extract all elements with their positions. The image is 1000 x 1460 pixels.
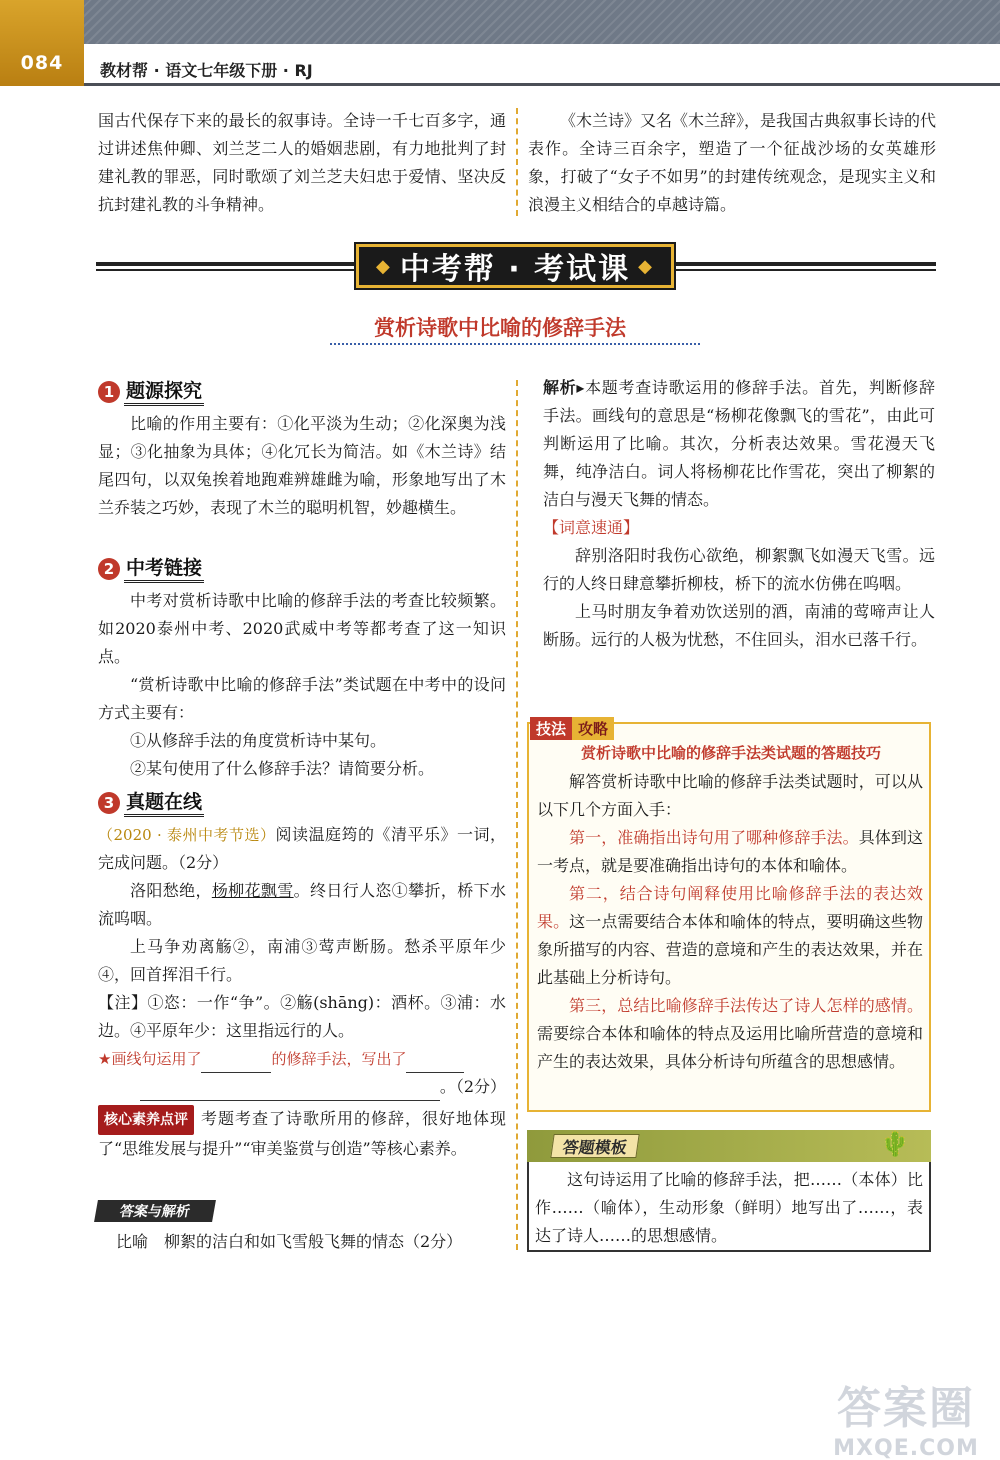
- header-band: [0, 0, 1000, 44]
- section-2-number: 2: [98, 558, 120, 580]
- book-title: 教材帮 · 语文七年级下册 · RJ: [100, 61, 313, 80]
- column-divider-top: [516, 108, 518, 216]
- banner-title-box: [356, 244, 674, 288]
- section-1-title: 题源探究: [124, 379, 204, 406]
- answer-text: 比喻 柳絮的洁白和如飞雪般飞舞的情态（2分）: [116, 1232, 463, 1251]
- section-banner: [96, 244, 936, 290]
- exam-question-intro: [98, 821, 506, 877]
- core-literacy-text: 考题考查了诗歌所用的修辞，很好地体现了“思维发展与提升”“审美鉴赏与创造”等核心素养。: [98, 1109, 506, 1158]
- word-meaning-paragraph-1: 辞别洛阳时我伤心欲绝，柳絮飘飞如漫天飞雪。远行的人终日肆意攀折柳枝，桥下的流水仿佛在呜咽。: [543, 546, 935, 593]
- core-literacy-comment: [98, 1105, 506, 1163]
- section-2-item-2: ②某句使用了什么修辞手法？请简要分析。: [130, 759, 435, 778]
- section-3-title: 真题在线: [124, 790, 204, 817]
- answer-analysis-tag: [94, 1200, 216, 1222]
- section-1-number: 1: [98, 381, 120, 403]
- exam-source: （2020 · 泰州中考节选）: [98, 826, 276, 844]
- section-3-number: 3: [98, 792, 120, 814]
- exam-intro-text: 阅读温庭筠的《清平乐》一词，完成问题。（2分）: [98, 825, 506, 872]
- header-rule: [84, 83, 1000, 86]
- technique-tab: [530, 716, 614, 740]
- top-left-paragraph: 国古代保存下来的最长的叙事诗。全诗一千七百多字，通过讲述焦仲卿、刘兰芝二人的婚姻悲剧，有力地批判了封建礼教的罪恶，同时歌颂了刘兰芝夫妇忠于爱情、坚决反抗封建礼教的斗争精神。: [98, 111, 506, 214]
- top-right-paragraph: 《木兰诗》又名《木兰辞》，是我国古典叙事长诗的代表作。全诗三百余字，塑造了一个征战沙场的女英雄形象，打破了“女子不如男”的封建传统观念，是现实主义和浪漫主义相结合的卓越诗篇。: [528, 111, 937, 214]
- technique-title: 赏析诗歌中比喻的修辞手法类试题的答题技巧: [580, 744, 881, 762]
- technique-step-2: [537, 880, 923, 992]
- analysis-text: 本题考查诗歌运用的修辞手法。首先，判断修辞手法。画线句的意思是“杨柳花像飘飞的雪花”，由此可判断运用了比喻。其次，分析表达效果。雪花漫天飞舞，纯净洁白。词人将杨柳花比作雪花，突出了柳絮的洁白与漫天飞舞的情态。: [543, 378, 935, 509]
- technique-step-2-key: 第二，结合诗句阐释使用比喻修辞手法的表达效果。: [537, 884, 923, 931]
- answer-analysis-tag-text: 答案与解析: [118, 1204, 192, 1220]
- template-label-text: 答题模板: [561, 1137, 629, 1157]
- question-part-2: 的修辞手法，写出了: [271, 1050, 407, 1068]
- banner-deco-left-icon: ◆: [376, 255, 392, 277]
- answer-blank-1[interactable]: [201, 1055, 271, 1073]
- watermark: [818, 1372, 994, 1460]
- template-text: 这句诗运用了比喻的修辞手法，把……（本体）比作……（喻体），生动形象（鲜明）地写出了……，表达了诗人……的思想感情。: [535, 1170, 923, 1245]
- technique-step-3: [537, 992, 923, 1076]
- section-2-paragraph-1: 中考对赏析诗歌中比喻的修辞手法的考查比较频繁。如2020泰州中考、2020武威中考等都考查了这一知识点。: [98, 591, 506, 666]
- poem-line-1-end: 。终日行人恣①攀折，桥下水流呜咽。: [98, 881, 506, 928]
- technique-tab-b: 攻略: [572, 717, 614, 740]
- section-3-body: [98, 821, 506, 1163]
- technique-step-3-key: 第三，总结比喻修辞手法传达了诗人怎样的感情。: [569, 996, 923, 1015]
- analysis-label: 解析▸: [543, 378, 585, 397]
- technique-step-3-detail: 需要综合本体和喻体的特点及运用比喻所营造的意境和产生的表达效果，具体分析诗句所蕴含的思想感情。: [537, 1024, 923, 1071]
- template-label: [550, 1134, 639, 1158]
- section-2-paragraph-2: “赏析诗歌中比喻的修辞手法”类试题在中考中的设问方式主要有：: [98, 675, 506, 722]
- word-meaning-paragraph-2: 上马时朋友争着劝饮送别的酒，南浦的莺啼声让人断肠。远行的人极为忧愁，不住回头，泪水已落千行。: [543, 602, 935, 649]
- page-header: [0, 0, 1000, 88]
- section-1-heading: [98, 378, 204, 406]
- analysis-paragraph: [543, 374, 935, 514]
- section-2-title: 中考链接: [124, 556, 204, 583]
- section-1-body: 比喻的作用主要有：①化平淡为生动；②化深奥为浅显；③化抽象为具体；④化冗长为简洁。如《木兰诗》结尾四句，以双兔挨着地跑难辨雄雌为喻，形象地写出了木兰乔装之巧妙，表现了木兰的聪明机智，妙趣横生。: [98, 414, 506, 517]
- poem-line-1-start: 洛阳愁绝，: [130, 881, 212, 900]
- watermark-logo: 答案圈: [837, 1383, 975, 1434]
- fill-in-question-end: [98, 1073, 506, 1101]
- subtitle-dotted-rule: [330, 343, 700, 345]
- technique-step-1: [537, 824, 923, 880]
- banner-deco-right-icon: ◆: [638, 255, 654, 277]
- topic-subtitle: 赏析诗歌中比喻的修辞手法: [374, 316, 626, 340]
- answer-blank-2[interactable]: [406, 1055, 464, 1073]
- section-3-heading: [98, 789, 204, 817]
- poem-stanza-2: 上马争劝离觞②，南浦③莺声断肠。愁杀平原年少④，回首挥泪千行。: [98, 937, 506, 984]
- technique-step-2-detail: 这一点需要结合本体和喻体的特点，要明确这些物象所描写的内容、营造的意境和产生的表达效果，并在此基础上分析诗句。: [537, 912, 923, 987]
- banner-title: 中考帮 · 考试课: [399, 252, 631, 287]
- poem-underlined-line: 杨柳花飘雪: [211, 881, 294, 900]
- fill-in-question: [98, 1045, 506, 1073]
- section-2-heading: [98, 555, 204, 583]
- question-end: 。（2分）: [439, 1077, 506, 1096]
- technique-step-1-key: 第一，准确指出诗句用了哪种修辞手法。: [569, 828, 859, 847]
- answer-blank-3[interactable]: [140, 1083, 440, 1101]
- technique-step-1-detail: 具体到这一考点，就是要准确指出诗句的本体和喻体。: [537, 828, 923, 875]
- core-literacy-tag: 核心素养点评: [98, 1105, 194, 1135]
- word-meaning-label: 【词意速通】: [543, 518, 640, 537]
- section-2-item-1: ①从修辞手法的角度赏析诗中某句。: [130, 731, 387, 750]
- technique-body: [537, 768, 923, 1076]
- poem-stanza-1: [98, 877, 506, 933]
- column-divider-main: [516, 380, 518, 1250]
- watermark-site: MXQE.COM: [833, 1436, 979, 1460]
- section-2-body: [98, 587, 506, 783]
- poem-notes: 【注】①恣：一作“争”。②觞(shāng)：酒杯。③浦：水边。④平原年少：这里指远行的人。: [98, 993, 506, 1040]
- question-part-1: ★画线句运用了: [98, 1050, 202, 1068]
- technique-intro: 解答赏析诗歌中比喻的修辞手法类试题时，可以从以下几个方面入手：: [537, 772, 923, 819]
- word-meaning-block: [543, 514, 935, 654]
- cactus-icon: 🌵: [880, 1130, 910, 1158]
- technique-tab-a: 技法: [530, 717, 572, 740]
- page-number: 084: [0, 0, 84, 86]
